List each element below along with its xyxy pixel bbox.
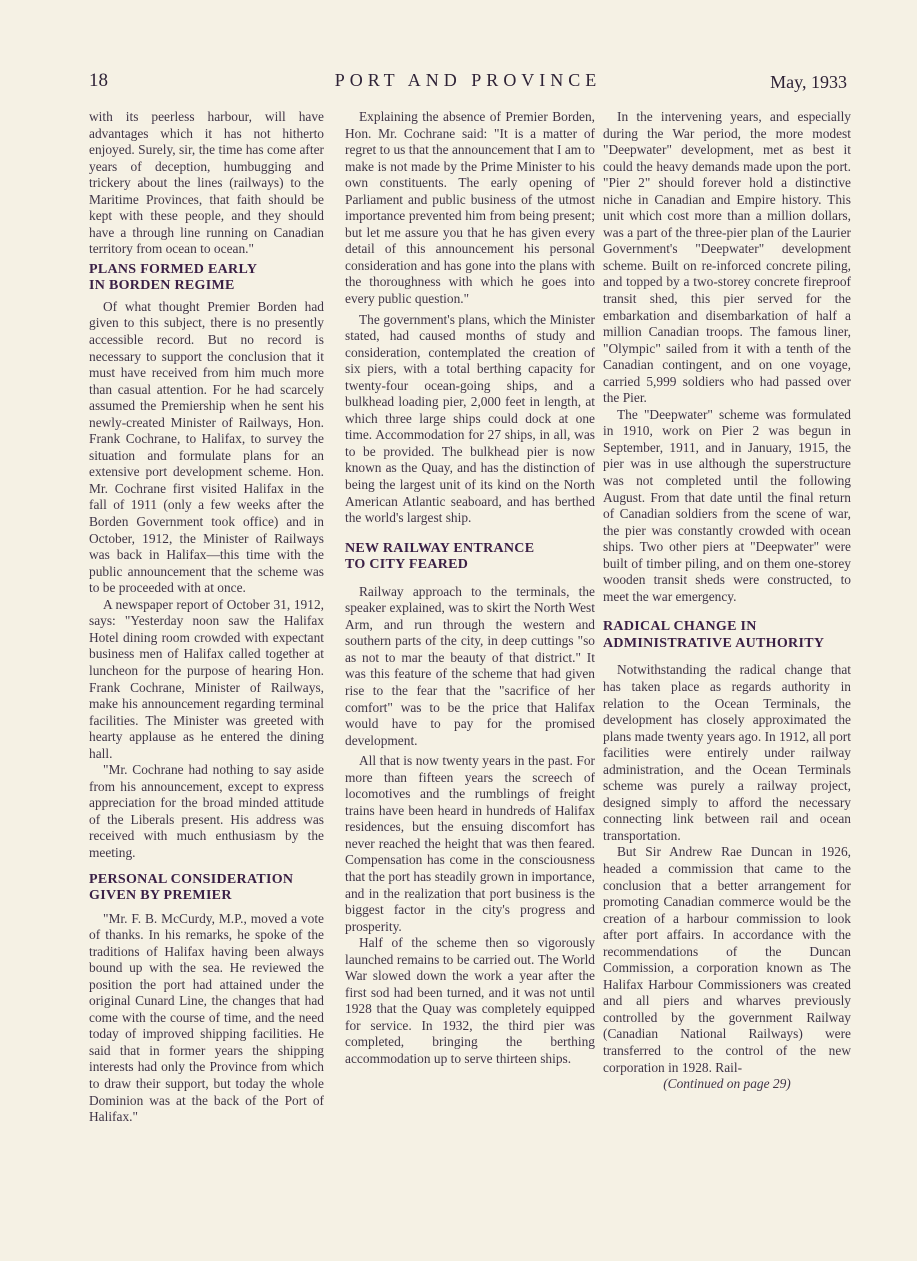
continued-note: (Continued on page 29) xyxy=(663,1076,791,1092)
paragraph: But Sir Andrew Rae Duncan in 1926, headed a commission that came to the conclusion that a better arrangement for promoting Canadian commerce would be the creation of a harbour commission to look after port affairs. In accordance with the recommendations of the Duncan Commission, a corporation known as The Halifax Harbour Commissioners was created and all piers and wharves previously controlled by the government Railway (Canadian National Railways) were transferred to the control of the new corporation in 1928. Rail- xyxy=(603,844,851,1075)
section-heading xyxy=(89,262,324,295)
issue-date: May, 1933 xyxy=(770,72,847,92)
paragraph: The "Deepwater" scheme was formulated in 1910, work on Pier 2 was begun in September, 1911, and in January, 1915, the pier was in use although the superstructure was not completed until the following August. From that date until the final return of Canadian soldiers from the scene of war, the pier was constantly crowded with ocean ships. Two other piers at "Deepwater" were built of timber piling, and on them one-storey wooden transit sheds were constructed, to meet the war emergency. xyxy=(603,406,851,604)
masthead-title: PORT AND PROVINCE xyxy=(334,70,602,90)
paragraph: All that is now twenty years in the past. For more than fifteen years the screech of locomotives and the rumblings of freight trains have been heard in hundreds of Halifax residences, but the ensuing discomfort has never reached the height that was then feared. Compensation has come in the consciousness that the port has steadily grown in importance, and in the realization that port business is the biggest factor in the city's progress and prosperity. xyxy=(345,753,595,934)
paragraph: "Mr. F. B. McCurdy, M.P., moved a vote of thanks. In his remarks, he spoke of the traditions of Halifax having been always bound up with the sea. He reviewed the position the port had attained under the original Cunard Line, the changes that had come with the course of time, and the need today of improved shipping facilities. He said that in former years the shipping interests had only the Province from which to draw their support, but today the whole Dominion was at the back of the Port of Halifax." xyxy=(89,910,324,1125)
paragraph: "Mr. Cochrane had nothing to say aside from his announcement, except to express appreciation for the broad minded attitude of the Liberals present. His address was received with much enthusiasm by the meeting. xyxy=(89,762,324,860)
heading-line: TO CITY FEARED xyxy=(345,557,469,573)
heading-line: RADICAL CHANGE IN xyxy=(603,619,757,635)
paragraph: The government's plans, which the Minister stated, had caused months of study and consideration, contemplated the creation of six piers, with a total berthing capacity for twenty-four ocean-going ships, and a bulkhead loading pier, 2,000 feet in length, at which three large ships could dock at one time. Accommodation for 27 ships, in all, was to be provided. The bulkhead pier is now known as the Quay, and has the distinction of being the largest unit of its kind on the North American Atlantic seaboard, and has berthed the world's largest ship. xyxy=(345,311,595,526)
section-heading xyxy=(603,619,851,652)
paragraph: A newspaper report of October 31, 1912, says: "Yesterday noon saw the Halifax Hotel dining room crowded with expectant business men of Halifax called together at luncheon for the purpose of hearing Hon. Frank Cochrane, Minister of Railways, make his announcement regarding terminal facilities. The Minister was greeted with hearty applause as he entered the dining hall. xyxy=(89,596,324,761)
paragraph: with its peerless harbour, will have advantages which it has not hitherto enjoyed. Surely, sir, the time has come after years of deception, humbugging and trickery about the lines (railways) to the Maritime Provinces, that faith should be kept with these people, and they should have a through line running on Canadian territory from ocean to ocean." xyxy=(89,109,324,257)
paragraph: Explaining the absence of Premier Borden, Hon. Mr. Cochrane said: "It is a matter of regret to us that the announcement that I am to make is not made by the Prime Minister to his own constituents. The early opening of Parliament and public business of the utmost importance prevented him from being present; but let me assure you that he has given every detail of this announcement his personal consideration and has gone into the plans with the thoroughness with which he goes into every public question." xyxy=(345,109,595,307)
heading-line: PLANS FORMED EARLY xyxy=(89,261,258,277)
paragraph: Notwithstanding the radical change that has taken place as regards authority in relation to the Ocean Terminals, the development has closely approximated the plans made twenty years ago. In 1912, all port facilities were entirely under railway administration, and the Ocean Terminals scheme was purely a railway project, designed simply to afford the necessary connecting link between rail and ocean transportation. xyxy=(603,662,851,843)
paragraph: In the intervening years, and especially during the War period, the more modest "Deepwater" development, met as best it could the heavy demands made upon the port. "Pier 2" should forever hold a distinctive niche in Canadian and Empire history. This unit which cost more than a million dollars, was a part of the three-pier plan of the Laurier Government's "Deepwater" development scheme. Built on re-inforced concrete piling, and topped by a two-storey concrete fireproof transit shed, this pier served for the embarkation and disembarkation of half a million Canadian troops. The famous liner, "Olympic" sailed from it with a tenth of the Canadian contingent, and on one voyage, carried 5,999 soldiers who had passed over the Pier. xyxy=(603,109,851,406)
heading-line: PERSONAL CONSIDERATION xyxy=(89,871,294,887)
column-left xyxy=(89,109,324,1126)
paragraph: Half of the scheme then so vigorously launched remains to be carried out. The World War slowed down the work a year after the first sod had been turned, and it was not until 1928 that the Quay was completely equipped for service. In 1932, the third pier was completed, bringing the berthing accommodation up to serve thirteen ships. xyxy=(345,935,595,1066)
heading-line: GIVEN BY PREMIER xyxy=(89,888,232,904)
paragraph: Railway approach to the terminals, the speaker explained, was to skirt the North West Arm, and run through the western and southern parts of the city, in deep cuttings "so as not to mar the beauty of that district." It was this feature of the scheme that had given rise to the fear that the "sacrifice of her comfort" was to be the price that Halifax would have to pay for the promised development. xyxy=(345,583,595,748)
section-heading xyxy=(89,872,324,905)
section-heading xyxy=(345,541,595,574)
paragraph: Of what thought Premier Borden had given to this subject, there is no presently accessible record. But no record is necessary to support the conclusion that it must have received from him much more than casual attention. For he had scarcely assumed the Premiership when he sent his newly-created Minister of Railways, Hon. Frank Cochrane, to Halifax, to survey the situation and formulate plans for an extensive port development scheme. Hon. Mr. Cochrane first visited Halifax in the fall of 1911 (only a few weeks after the Borden Government took office) and in October, 1912, the Minister of Railways was back in Halifax—this time with the public announcement that the scheme was to be proceeded with at once. xyxy=(89,298,324,596)
page-header xyxy=(89,68,847,98)
heading-line: IN BORDEN REGIME xyxy=(89,278,235,294)
column-middle xyxy=(345,109,595,1068)
page-number: 18 xyxy=(89,70,108,91)
column-right xyxy=(603,109,851,1093)
heading-line: NEW RAILWAY ENTRANCE xyxy=(345,540,535,556)
heading-line: ADMINISTRATIVE AUTHORITY xyxy=(603,635,825,651)
